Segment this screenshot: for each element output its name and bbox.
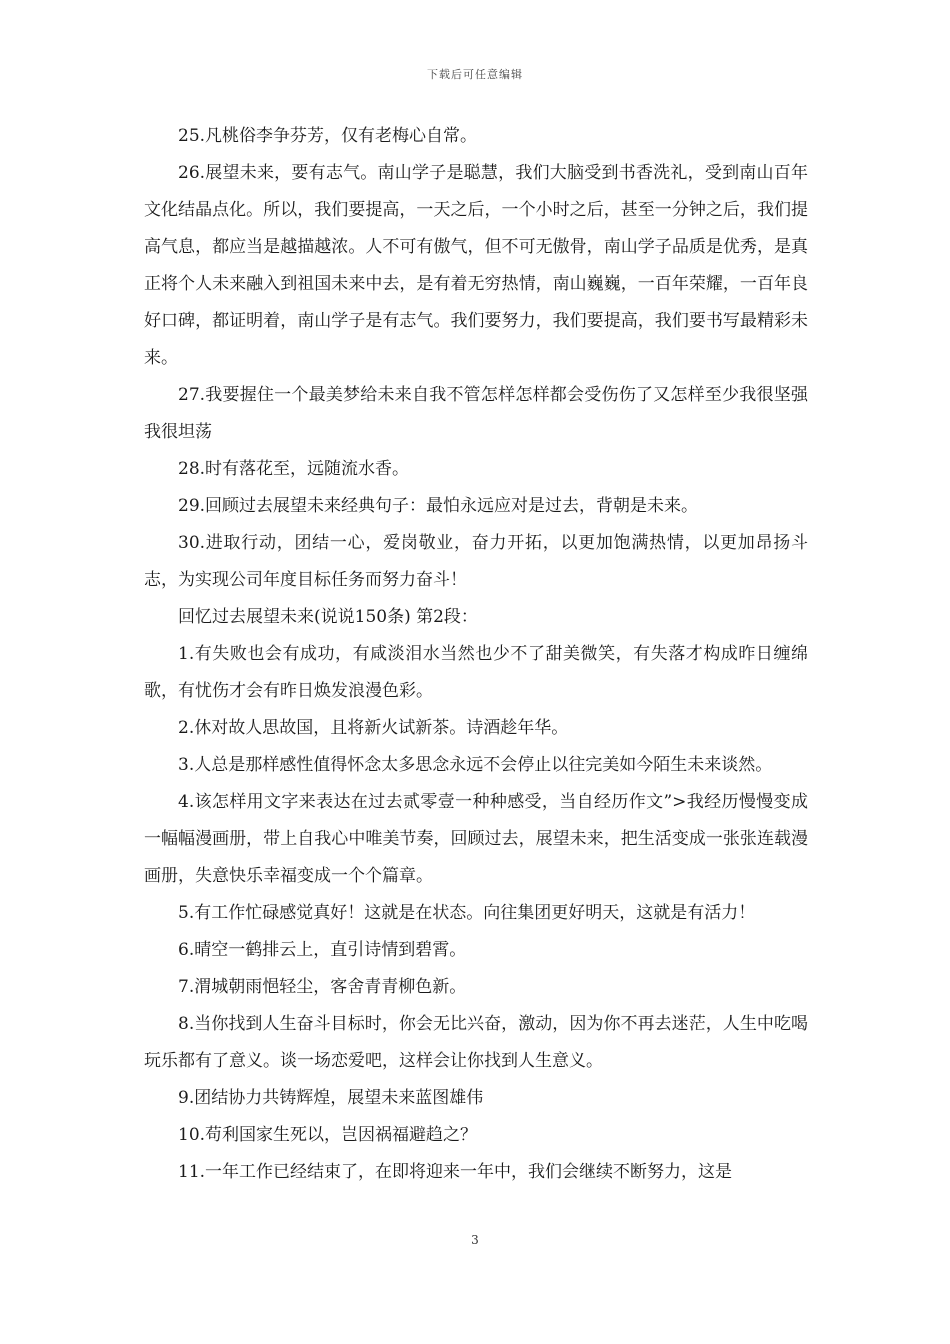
paragraph: 9.团结协力共铸辉煌，展望未来蓝图雄伟 [178,1088,484,1108]
paragraph: 3.人总是那样感性值得怀念太多思念永远不会停止以往完美如今陌生未来谈然。 [178,755,773,775]
document-body [144,118,808,1191]
paragraph: 2.休对故人思故国，且将新火试新茶。诗酒趁年华。 [178,718,569,738]
paragraph: 10.苟利国家生死以，岂因祸福避趋之？ [178,1125,478,1145]
paragraph: 7.渭城朝雨悒轻尘，客舍青青柳色新。 [178,977,467,997]
paragraph: 1.有失败也会有成功，有咸淡泪水当然也少不了甜美微笑，有失落才构成昨日缠绵歌，有忧伤才会有昨日焕发浪漫色彩。 [144,644,808,701]
section-heading: 回忆过去展望未来(说说150条) 第2段： [178,607,478,627]
page-header: 下载后可任意编辑 [427,68,523,81]
paragraph: 4.该怎样用文字来表达在过去贰零壹一种种感受，当自经历作文”>我经历慢慢变成一幅幅漫画册，带上自我心中唯美节奏，回顾过去，展望未来，把生活变成一张张连载漫画册，失意快乐幸福变成一个个篇章。 [144,792,808,886]
paragraph: 8.当你找到人生奋斗目标时，你会无比兴奋，激动，因为你不再去迷茫，人生中吃喝玩乐都有了意义。谈一场恋爱吧，这样会让你找到人生意义。 [144,1014,808,1071]
paragraph: 5.有工作忙碌感觉真好！这就是在状态。向往集团更好明天，这就是有活力！ [178,903,756,923]
page-number: 3 [471,1233,479,1247]
paragraph: 28.时有落花至，远随流水香。 [178,459,410,479]
paragraph: 27.我要握住一个最美梦给未来自我不管怎样怎样都会受伤伤了又怎样至少我很坚强我很坦荡 [144,385,808,442]
paragraph: 29.回顾过去展望未来经典句子：最怕永远应对是过去，背朝是未来。 [178,496,699,516]
paragraph: 26.展望未来，要有志气。南山学子是聪慧，我们大脑受到书香洗礼，受到南山百年文化结晶点化。所以，我们要提高，一天之后，一个小时之后，甚至一分钟之后，我们提高气息，都应当是越描越浓。人不可有傲气，但不可无傲骨，南山学子品质是优秀，是真正将个人未来融入到祖国未来中去，是有着无穷热情，南山巍巍，一百年荣耀，一百年良好口碑，都证明着，南山学子是有志气。我们要努力，我们要提高，我们要书写最精彩未来。 [144,163,808,368]
paragraph: 25.凡桃俗李争芬芳，仅有老梅心自常。 [178,126,478,146]
paragraph: 6.晴空一鹤排云上，直引诗情到碧霄。 [178,940,467,960]
paragraph: 11.一年工作已经结束了，在即将迎来一年中，我们会继续不断努力，这是 [178,1162,733,1182]
paragraph: 30.进取行动，团结一心，爱岗敬业，奋力开拓，以更加饱满热情，以更加昂扬斗志，为实现公司年度目标任务而努力奋斗！ [144,533,808,590]
